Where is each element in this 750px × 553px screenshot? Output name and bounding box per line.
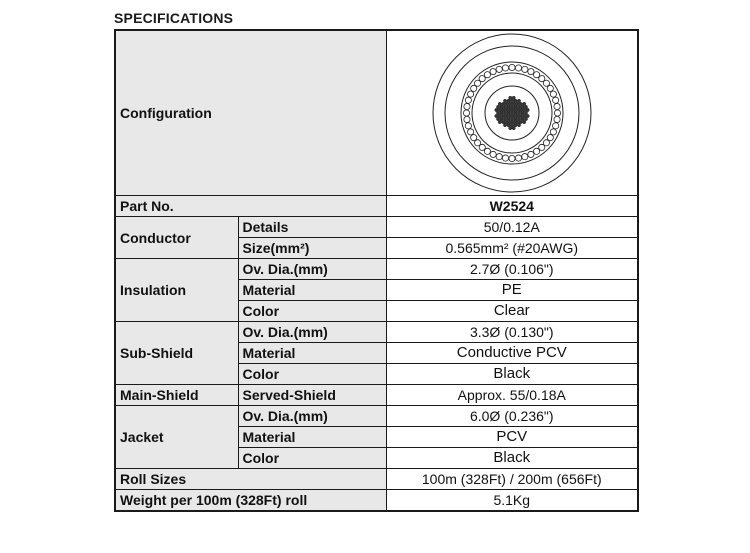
shield-wire [554,116,560,122]
conductor-strand [526,114,529,117]
mainshield-type-label: Served-Shield [238,385,386,406]
row-part-no [115,196,638,217]
conductor-strand [512,102,515,105]
conductor-strand [498,120,501,123]
conductor-strand [503,111,506,114]
conductor-details-value: 50/0.12A [386,217,638,238]
shield-wire [515,155,521,161]
mainshield-label: Main-Shield [115,385,238,406]
shield-wire [502,65,508,71]
conductor-strand [501,114,504,117]
row-mainshield [115,385,638,406]
conductor-strand [498,114,501,117]
shield-wire [528,69,534,75]
shield-wire [502,155,508,161]
shield-wire [464,103,470,109]
insulation-color-label: Color [238,301,386,322]
conductor-size-label: Size(mm²) [238,238,386,259]
conductor-strand [522,108,525,111]
conductor-strand [519,108,522,111]
shield-wire [547,85,553,91]
jacket-label: Jacket [115,406,238,469]
conductor-strand [498,102,501,105]
subshield-color-value: Black [386,364,638,385]
row-conductor-details [115,217,638,238]
part-no-label: Part No. [115,196,386,217]
conductor-strand [514,99,517,102]
shield-wire [509,155,515,161]
conductor-strand [519,120,522,123]
jacket-material-value: PCV [386,427,638,448]
jacket-color-value: Black [386,448,638,469]
mainshield-type-value: Approx. 55/0.18A [386,385,638,406]
conductor-strand [519,102,522,105]
shield-wire [509,64,515,70]
conductor-strand [508,114,511,117]
shield-wire [554,103,560,109]
shield-wire [490,151,496,157]
conductor-strand [512,114,515,117]
conductor-strand [508,96,511,99]
conductor-details-label: Details [238,217,386,238]
conductor-strand [522,120,525,123]
row-weight [115,490,638,512]
conductor-strand [507,123,510,126]
conductor-strand [512,108,515,111]
conductor-strand [521,105,524,108]
conductor-strand [514,105,517,108]
conductor-strand [505,102,508,105]
conductor-strand [514,111,517,114]
conductor-strand [508,120,511,123]
conductor-strand [508,102,511,105]
roll-sizes-label: Roll Sizes [115,469,386,490]
conductor-strand [514,117,517,120]
shield-wire [465,97,471,103]
jacket-ovdia-label: Ov. Dia.(mm) [238,406,386,427]
conductor-strand [508,108,511,111]
conductor-strand [512,120,515,123]
conductor-strand [512,96,515,99]
conductor-strand [501,120,504,123]
conductor-strand [515,102,518,105]
conductor-strand [526,108,529,111]
conductor-strand [524,117,527,120]
conductor-strand [503,117,506,120]
conductor-strand [501,102,504,105]
configuration-image [386,30,638,196]
conductor-strand [503,123,506,126]
row-jacket-ovdia [115,406,638,427]
insulation-material-value: PE [386,280,638,301]
shield-wire [550,129,556,135]
shield-wire [467,91,473,97]
shield-wire [467,129,473,135]
insulation-ovdia-value: 2.7Ø (0.106") [386,259,638,280]
conductor-strand [503,99,506,102]
conductor-strand [510,117,513,120]
conductor-strand [496,111,499,114]
conductor-strand [507,117,510,120]
shield-wire [470,135,476,141]
conductor-strand [512,126,515,129]
weight-value: 5.1Kg [386,490,638,512]
shield-wire [490,69,496,75]
part-no-value: W2524 [386,196,638,217]
conductor-strand [510,123,513,126]
conductor-strand [496,105,499,108]
insulation-color-value: Clear [386,301,638,322]
row-insulation-ovdia [115,259,638,280]
specifications-table [114,29,639,512]
shield-wire [465,123,471,129]
shield-wire [521,154,527,160]
subshield-ovdia-value: 3.3Ø (0.130") [386,322,638,343]
conductor-strand [496,117,499,120]
page-title: SPECIFICATIONS [114,10,234,26]
jacket-ovdia-value: 6.0Ø (0.236") [386,406,638,427]
shield-wire [554,110,560,116]
conductor-strand [519,114,522,117]
conductor-strand [517,105,520,108]
shield-wire [533,148,539,154]
conductor-strand [510,105,513,108]
conductor-strand [505,108,508,111]
shield-wire [484,72,490,78]
conductor-strand [514,123,517,126]
conductor-strand [522,114,525,117]
conductor-strand [503,105,506,108]
shield-wire [464,116,470,122]
conductor-strand [507,111,510,114]
conductor-strand [498,108,501,111]
subshield-color-label: Color [238,364,386,385]
conductor-strand [494,114,497,117]
conductor-strand [501,108,504,111]
conductor-strand [515,120,518,123]
shield-wire [515,65,521,71]
insulation-ovdia-label: Ov. Dia.(mm) [238,259,386,280]
conductor-strand [500,105,503,108]
conductor-strand [508,126,511,129]
insulation-label: Insulation [115,259,238,322]
row-subshield-ovdia [115,322,638,343]
conductor-strand [521,117,524,120]
conductor-strand [510,99,513,102]
conductor-strand [505,114,508,117]
row-roll-sizes [115,469,638,490]
configuration-label: Configuration [115,30,386,196]
conductor-strand [507,99,510,102]
conductor-strand [507,105,510,108]
shield-wire [550,91,556,97]
roll-sizes-value: 100m (328Ft) / 200m (656Ft) [386,469,638,490]
conductor-strand [494,108,497,111]
conductor-strand [515,108,518,111]
conductor-size-value: 0.565mm² (#20AWG) [386,238,638,259]
subshield-label: Sub-Shield [115,322,238,385]
conductor-strand [517,117,520,120]
coax-cable-cross-section-icon [430,31,594,195]
conductor-strand [517,111,520,114]
conductor-strand [517,99,520,102]
shield-wire [496,154,502,160]
weight-label: Weight per 100m (328Ft) roll [115,490,386,512]
jacket-color-label: Color [238,448,386,469]
conductor-strand [524,105,527,108]
subshield-ovdia-label: Ov. Dia.(mm) [238,322,386,343]
shield-wire [552,123,558,129]
conductor-strand [524,111,527,114]
insulation-material-label: Material [238,280,386,301]
conductor-strand [500,111,503,114]
conductor-strand [505,120,508,123]
shield-wire [552,97,558,103]
conductor-strand [500,117,503,120]
conductor-strand [522,102,525,105]
conductor-strand [517,123,520,126]
shield-wire [463,110,469,116]
subshield-material-label: Material [238,343,386,364]
subshield-material-value: Conductive PCV [386,343,638,364]
conductor-strand [515,114,518,117]
conductor-strand [510,111,513,114]
shield-wire [521,66,527,72]
shield-wire [528,151,534,157]
jacket-material-label: Material [238,427,386,448]
shield-wire [496,66,502,72]
row-configuration [115,30,638,196]
conductor-label: Conductor [115,217,238,259]
conductor-strand [521,111,524,114]
